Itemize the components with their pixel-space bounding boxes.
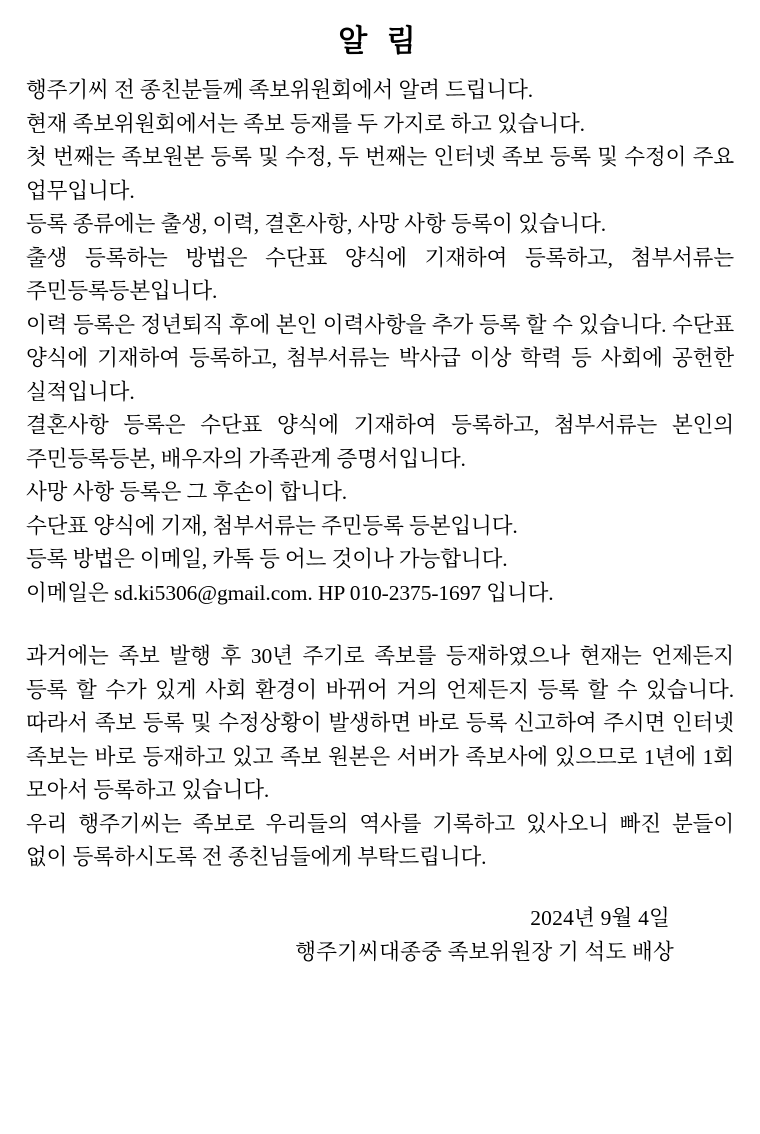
paragraph-7: 결혼사항 등록은 수단표 양식에 기재하여 등록하고, 첨부서류는 본인의 주민등록등본, 배우자의 가족관계 증명서입니다. — [26, 413, 734, 471]
paragraph-10: 등록 방법은 이메일, 카톡 등 어느 것이나 가능합니다. — [26, 547, 508, 571]
paragraph-11: 과거에는 족보 발행 후 30년 주기로 족보를 등재하였으나 현재는 언제든지 등록 할 수가 있게 사회 환경이 바뀌어 거의 언제든지 등록 할 수 있습니다. 따라서 족보 등록 및 수정상황이 발생하면 바로 등록 신고하여 주시면 인터넷 족보는 바로 등재하고 있고 족보 원본은 서버가 족보사에 있으므로 1년에 1회 모아서 등록하고 있습니다. — [26, 644, 734, 802]
paragraph-gap — [26, 610, 734, 640]
paragraph-3: 첫 번째는 족보원본 등록 및 수정, 두 번째는 인터넷 족보 등록 및 수정이 주요 업무입니다. — [26, 145, 734, 203]
paragraph-6: 이력 등록은 정년퇴직 후에 본인 이력사항을 추가 등록 할 수 있습니다. 수단표 양식에 기재하여 등록하고, 첨부서류는 박사급 이상 학력 등 사회에 공헌한 실적입니다. — [26, 312, 734, 404]
paragraph-2: 현재 족보위원회에서는 족보 등재를 두 가지로 하고 있습니다. — [26, 111, 585, 136]
signature-signer: 행주기씨대종중 족보위원장 기 석도 배상 — [295, 939, 674, 964]
contact-line: 이메일은 sd.ki5306@gmail.com. HP 010-2375-1697 입니다. — [26, 580, 554, 605]
paragraph-1: 행주기씨 전 종친분들께 족보위원회에서 알려 드립니다. — [26, 78, 534, 102]
paragraph-12: 우리 행주기씨는 족보로 우리들의 역사를 기록하고 있사오니 빠진 분들이 없이 등록하시도록 전 종친님들에게 부탁드립니다. — [26, 811, 734, 869]
paragraph-4: 등록 종류에는 출생, 이력, 결혼사항, 사망 사항 등록이 있습니다. — [26, 212, 607, 236]
notice-body — [26, 74, 734, 875]
page-title: 알 림 — [338, 25, 422, 58]
signature-block — [26, 901, 734, 969]
signature-date: 2024년 9월 4일 — [530, 905, 670, 930]
paragraph-9: 수단표 양식에 기재, 첨부서류는 주민등록 등본입니다. — [26, 513, 518, 538]
paragraph-5: 출생 등록하는 방법은 수단표 양식에 기재하여 등록하고, 첨부서류는 주민등록등본입니다. — [26, 245, 734, 303]
paragraph-8: 사망 사항 등록은 그 후손이 합니다. — [26, 480, 348, 504]
